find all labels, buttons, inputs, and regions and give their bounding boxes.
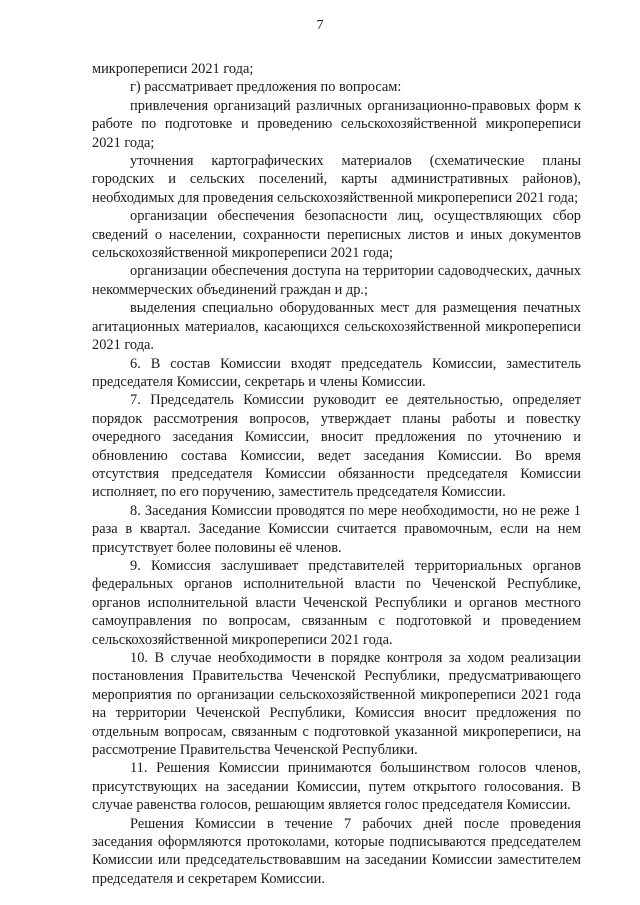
paragraph-item-g: г) рассматривает предложения по вопросам: [130, 79, 402, 96]
paragraph-continuation: микропереписи 2021 года; [92, 61, 254, 77]
paragraph-8: 8. Заседания Комиссии проводятся по мере необходимости, но не реже 1 раза в квартал. Заседание Комиссии считается правомочным, если на нем присутствует более половины её членов. [92, 502, 581, 556]
paragraph-access: организации обеспечения доступа на территории садоводческих, дачных некоммерческих объединений граждан и др.; [92, 263, 581, 298]
paragraph-decisions: Решения Комиссии в течение 7 рабочих дней после проведения заседания оформляются протоколами, которые подписываются председателем Комиссии или председательствовавшим на заседании Комиссии заместителем председателя и секретарем Комиссии. [92, 815, 581, 887]
paragraph-6: 6. В состав Комиссии входят председатель Комиссии, заместитель председателя Комиссии, секретарь и члены Комиссии. [92, 355, 581, 390]
page-number: 7 [316, 18, 324, 33]
paragraph-attract-organizations: привлечения организаций различных организационно-правовых форм к работе по подготовке и проведению сельскохозяйственной микропереписи 2021 года; [92, 97, 581, 151]
paragraph-cartographic-materials: уточнения картографических материалов (схематические планы городских и сельских поселений, карты административных районов), необходимых для проведения сельскохозяйственной микропереписи 2021 года; [92, 153, 581, 206]
paragraph-7: 7. Председатель Комиссии руководит ее деятельностью, определяет порядок рассмотрения вопросов, утверждает планы работы и повестку очередного заседания Комиссии, вносит предложения по уточнению и обновлению состава Комиссии, ведет заседания Комиссии. Во время отсутствия председателя Комиссии обязанности председателя Комиссии исполняет, по его поручению, заместитель председателя Комиссии. [92, 392, 581, 501]
paragraph-placement: выделения специально оборудованных мест для размещения печатных агитационных материалов, касающихся сельскохозяйственной микропереписи 2021 года. [92, 300, 581, 354]
paragraph-9: 9. Комиссия заслушивает представителей территориальных органов федеральных органов исполнительной власти по Чеченской Республике, органов исполнительной власти Чеченской Республики и органов местного самоуправления по вопросам, связанным с подготовкой и проведением сельскохозяйственной микропереписи 2021 года. [92, 557, 581, 648]
paragraph-10: 10. В случае необходимости в порядке контроля за ходом реализации постановления Правительства Чеченской Республики, предусматривающего мероприятия по организации сельскохозяйственной микропереписи 2021 года на территории Чеченской Республики, Комиссия вносит предложения по отдельным вопросам, связанным с подготовкой указанной микропереписи, на рассмотрение Правительства Чеченской Республики. [92, 650, 581, 759]
document-body [92, 60, 581, 888]
paragraph-safety: организации обеспечения безопасности лиц, осуществляющих сбор сведений о населении, сохранности переписных листов и иных документов сельскохозяйственной микропереписи 2021 года; [92, 208, 581, 262]
paragraph-11: 11. Решения Комиссии принимаются большинством голосов членов, присутствующих на заседании Комиссии, путем открытого голосования. В случае равенства голосов, решающим является голос председателя Комиссии. [92, 760, 581, 814]
